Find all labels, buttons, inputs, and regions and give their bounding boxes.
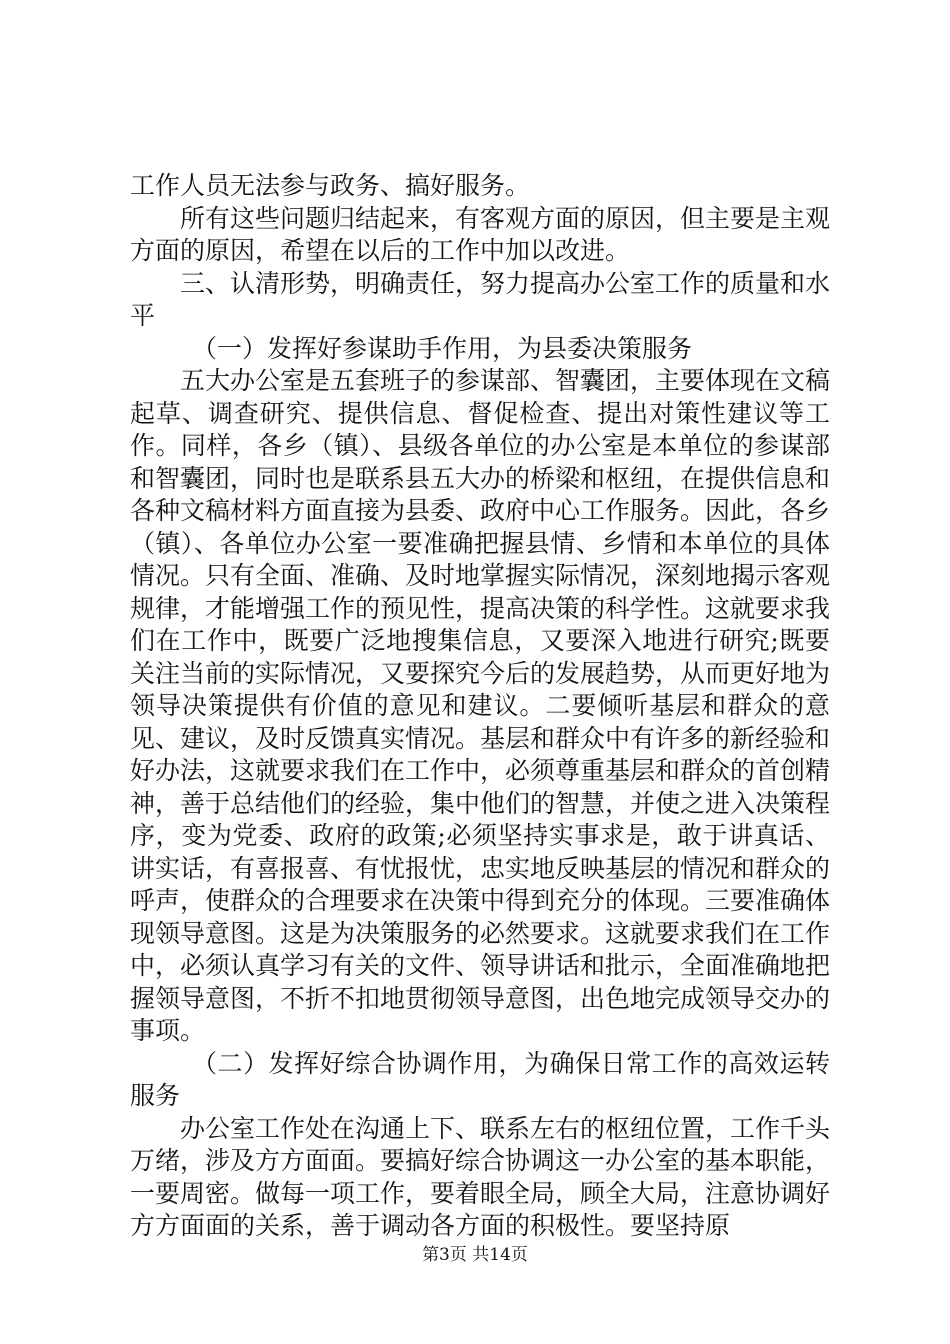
- paragraph-continuation: 工作人员无法参与政务、搞好服务。: [130, 171, 531, 200]
- subsection-heading-1: （一）发挥好参谋助手作用，为县委决策服务: [192, 333, 693, 363]
- paragraph-summary: 所有这些问题归结起来，有客观方面的原因，但主要是主观方面的原因，希望在以后的工作中加以改进。: [130, 203, 831, 265]
- page-footer: 第3页 共14页: [422, 1245, 528, 1265]
- subsection-heading-2: （二）发挥好综合协调作用，为确保日常工作的高效运转服务: [130, 1048, 830, 1110]
- section-heading-3: 三、认清形势，明确责任，努力提高办公室工作的质量和水平: [130, 268, 831, 330]
- paragraph-coordination-role: 办公室工作处在沟通上下、联系左右的枢纽位置，工作千头万绪，涉及方方面面。要搞好综合协调这一办公室的基本职能，一要周密。做每一项工作，要着眼全局，顾全大局，注意协调好方方面面的关系，善于调动各方面的积极性。要坚持原: [130, 1113, 831, 1240]
- paragraph-advisory-role: 五大办公室是五套班子的参谋部、智囊团，主要体现在文稿起草、调查研究、提供信息、督促检查、提出对策性建议等工作。同样，各乡（镇）、县级各单位的办公室是本单位的参谋部和智囊团，同时也是联系县五大办的桥梁和枢纽，在提供信息和各种文稿材料方面直接为县委、政府中心工作服务。因此，各乡（镇）、各单位办公室一要准确把握县情、乡情和本单位的具体情况。只有全面、准确、及时地掌握实际情况，深刻地揭示客观规律，才能增强工作的预见性，提高决策的科学性。这就要求我们在工作中，既要广泛地搜集信息，又要深入地进行研究;既要关注当前的实际情况，又要探究今后的发展趋势，从而更好地为领导决策提供有价值的意见和建议。二要倾听基层和群众的意见、建议，及时反馈真实情况。基层和群众中有许多的新经验和好办法，这就要求我们在工作中，必须尊重基层和群众的首创精神，善于总结他们的经验，集中他们的智慧，并使之进入决策程序，变为党委、政府的政策;必须坚持实事求是，敢于讲真话、讲实话，有喜报喜、有忧报忧，忠实地反映基层的情况和群众的呼声，使群众的合理要求在决策中得到充分的体现。三要准确体现领导意图。这是为决策服务的必然要求。这就要求我们在工作中，必须认真学习有关的文件、领导讲话和批示，全面准确地把握领导意图，不折不扣地贯彻领导意图，出色地完成领导交办的事项。: [130, 366, 831, 1045]
- document-body: [130, 170, 830, 1243]
